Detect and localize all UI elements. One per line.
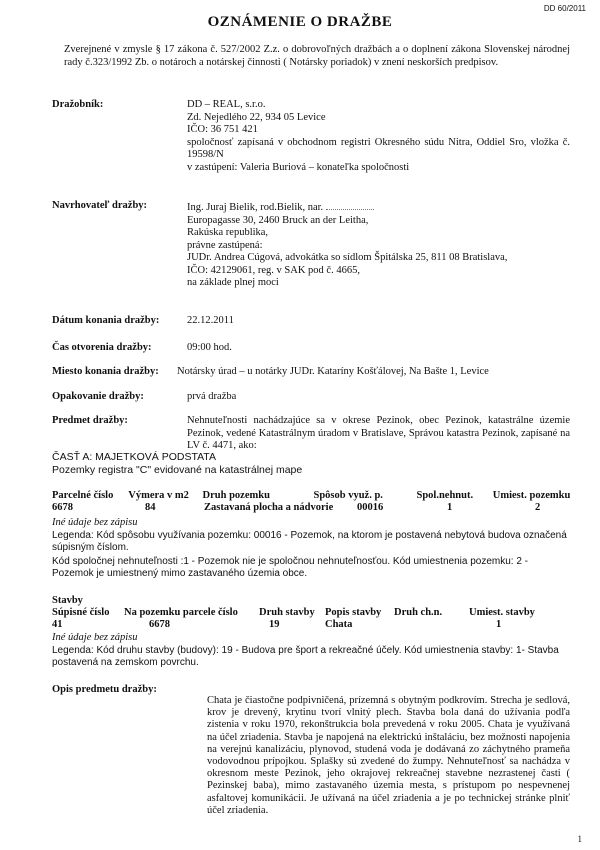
navrhovatel-line: IČO: 42129061, reg. v SAK pod č. 4665, <box>187 264 360 276</box>
stavby-header-cell: Druh ch.n. <box>394 607 443 618</box>
miesto-label: Miesto konania dražby: <box>52 366 159 377</box>
stavby-table <box>52 607 572 631</box>
opis-text: Chata je čiastočne podpivničená, prízemná s obytným podkrovím. Strecha je sedlová, krov je drevený, krytinu tvorí vlnitý plech. Stavba bola daná do užívania podľa zistenia v roku 1970, rekonštrukcia bola prevedená v roku 2005. Chata je využívaná na účel zriadenia. Stavba je napojená na elektrickú inštaláciu, bez možnosti napojenia na verejnú kanalizáciu, plynovod, studená voda je dodávaná zo záchytného prameňa vodovodnou prípojkou. Splašky sú zvedené do žumpy. Nehnuteľnosť sa nachádza v okresnom meste Pezinok, jeho okrajovej rekreačnej stavebne nezrastenej časti ( Pezinskej baba), mimo zastavaného územia mesta, s prístupom po nespevnenej asfaltovej komunikácii. Je užívaná na účel zriadenia a je po technickej stránke plniť účel zriadenia. <box>207 695 570 816</box>
navrhovatel-block <box>187 200 570 290</box>
parcel-header-cell: Výmera v m2 <box>128 490 189 501</box>
navrhovatel-line: Rakúska republika, <box>187 227 269 238</box>
drazobnik-block <box>187 99 570 174</box>
ine-udaje-1: Iné údaje bez zápisu <box>52 517 138 528</box>
drazobnik-line: Zd. Nejedlého 22, 934 05 Levice <box>187 111 326 123</box>
stavby-cell: 1 <box>496 619 502 630</box>
stavby-header-cell: Súpisné číslo <box>52 607 110 618</box>
cas-label: Čas otvorenia dražby: <box>52 342 152 353</box>
datum-label: Dátum konania dražby: <box>52 315 160 326</box>
drazobnik-line: IČO: 36 751 421 <box>187 124 258 135</box>
stavby-cell: Chata <box>325 619 353 630</box>
ine-udaje-2: Iné údaje bez zápisu <box>52 632 138 643</box>
navrhovatel-line: Europagasse 30, 2460 Bruck an der Leitha, <box>187 214 369 226</box>
drazobnik-line: DD – REAL, s.r.o. <box>187 99 266 110</box>
cast-a-heading: ČASŤ A: MAJETKOVÁ PODSTATA <box>52 451 216 463</box>
drazobnik-label: Dražobník: <box>52 99 104 110</box>
opakovanie-label: Opakovanie dražby: <box>52 391 144 402</box>
stavby-cell <box>394 619 496 631</box>
parcel-cell: 1 <box>447 502 453 513</box>
stavby-header-cell: Popis stavby <box>325 607 382 618</box>
stavby-cell: 41 <box>52 619 63 630</box>
intro-paragraph: Zverejnené v zmysle § 17 zákona č. 527/2002 Z.z. o dobrovoľných dražbách a o doplnení zákona Slovenskej národnej rady č.323/1992 Zb. o notároch a notárskej činnosti ( Notársky poriadok) v znení neskorších predpisov. <box>64 44 570 68</box>
navrhovatel-label: Navrhovateľ dražby: <box>52 200 148 211</box>
drazobnik-line: spoločnosť zapísaná v obchodnom registri Okresného súdu Nitra, Oddiel Sro, vložka č. 19598/N <box>187 136 570 160</box>
legenda-3: Legenda: Kód druhu stavby (budovy): 19 - Budova pre šport a rekreačné účely. Kód umiestnenia stavby: 1- Stavba postavená na zemskom povrchu. <box>52 645 559 668</box>
legenda-1: Legenda: Kód spôsobu využívania pozemku: 00016 - Pozemok, na ktorom je postavená nebytová budova označená súpisným číslom. <box>52 530 567 553</box>
opis-label: Opis predmetu dražby: <box>52 684 157 695</box>
redacted-mark <box>326 200 374 210</box>
navrhovatel-name: Ing. Juraj Bielik, rod.Bielik, nar. <box>187 202 326 213</box>
parcel-cell: 6678 <box>52 502 73 513</box>
cas-value: 09:00 hod. <box>187 342 232 353</box>
stavby-header-cell: Umiest. stavby <box>469 607 535 618</box>
datum-value: 22.12.2011 <box>187 315 234 326</box>
stavby-header-cell: Na pozemku parcele číslo <box>124 607 238 618</box>
parcel-header-cell: Umiest. pozemku <box>492 490 571 501</box>
stavby-cell: 6678 <box>149 619 170 630</box>
navrhovatel-line: JUDr. Andrea Cúgová, advokátka so sídlom Špitálska 25, 811 08 Bratislava, <box>187 252 508 263</box>
drazobnik-line: v zastúpení: Valeria Buriová – konateľka spoločnosti <box>187 161 410 173</box>
parcel-cell: 84 <box>145 502 156 513</box>
stavby-table-header <box>52 607 572 619</box>
miesto-value: Notársky úrad – u notárky JUDr. Kataríny Košťálovej, Na Bašte 1, Levice <box>177 366 489 377</box>
parcel-header-cell: Druh pozemku <box>202 490 270 501</box>
navrhovatel-line <box>187 200 570 215</box>
document-title: OZNÁMENIE O DRAŽBE <box>207 14 393 30</box>
page-number: 1 <box>577 834 582 844</box>
navrhovatel-line: právne zastúpená: <box>187 239 263 251</box>
opakovanie-value: prvá dražba <box>187 391 237 402</box>
table-row <box>52 502 572 514</box>
stavby-title: Stavby <box>52 595 83 606</box>
cast-a-subheading: Pozemky registra "C" evidované na katastrálnej mape <box>52 464 303 476</box>
document-reference: DD 60/2011 <box>543 4 586 13</box>
legenda-2: Kód spoločnej nehnuteľnosti :1 - Pozemok nie je spoločnou nehnuteľnosťou. Kód umiestnenia pozemku: 2 - Pozemok je umiestnený mimo zastavaného územia obce. <box>52 556 528 579</box>
parcel-header-cell: Parcelné číslo <box>52 490 114 501</box>
parcel-table-header <box>52 490 572 502</box>
table-row <box>52 619 572 631</box>
parcel-header-cell: Spol.nehnut. <box>416 490 474 501</box>
stavby-header-cell: Druh stavby <box>259 607 315 618</box>
parcel-cell: Zastavaná plocha a nádvorie <box>204 502 334 513</box>
predmet-label: Predmet dražby: <box>52 415 128 426</box>
predmet-text: Nehnuteľnosti nachádzajúce sa v okrese Pezinok, obec Pezinok, katastrálne územie Pezinok, vedené Katastrálnym úradom v Bratislave, Správou katastra Pezinok, zapísané na LV č. 4471, ako: <box>187 415 570 451</box>
parcel-header-cell: Spôsob využ. p. <box>313 490 383 501</box>
parcel-cell: 00016 <box>357 502 384 513</box>
stavby-cell: 19 <box>269 619 280 630</box>
parcel-cell: 2 <box>535 502 541 513</box>
parcel-table <box>52 490 572 514</box>
navrhovatel-line: na základe plnej moci <box>187 277 279 288</box>
